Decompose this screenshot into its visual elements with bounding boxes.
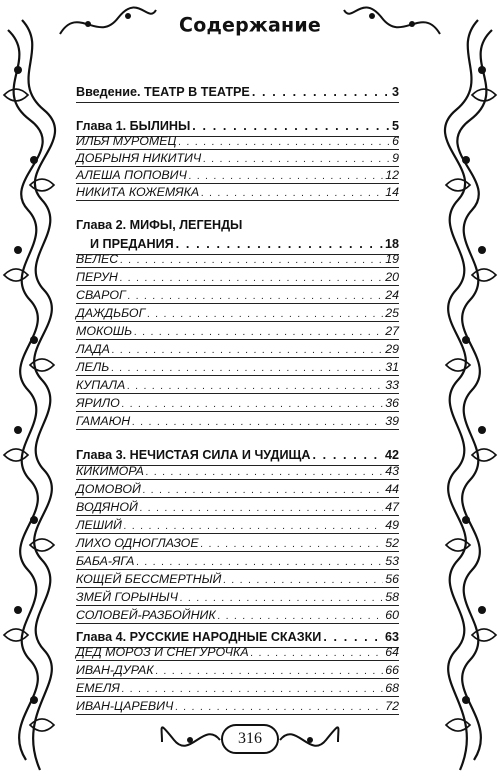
toc-item-page: 44: [385, 482, 399, 496]
toc-item-label: КОЩЕЙ БЕССМЕРТНЫЙ: [76, 572, 222, 586]
dot-leader: [140, 500, 383, 514]
toc-item[interactable]: [76, 663, 399, 679]
toc-item[interactable]: [76, 681, 399, 697]
toc-item-label: КИКИМОРА: [76, 464, 144, 478]
toc-item[interactable]: [76, 590, 399, 606]
dot-leader: [192, 117, 390, 135]
toc-item-label: ВОДЯНОЙ: [76, 500, 138, 514]
toc-item[interactable]: [76, 414, 399, 430]
toc-item-page: 52: [385, 536, 399, 550]
toc-chapter-label: Глава 1. БЫЛИНЫ: [76, 119, 191, 133]
dot-leader: [201, 185, 383, 199]
toc-item-page: 33: [385, 378, 399, 392]
toc-item[interactable]: [76, 288, 399, 304]
toc-item[interactable]: [76, 324, 399, 340]
toc-item-page: 58: [385, 590, 399, 604]
toc-item[interactable]: [76, 699, 399, 715]
toc-chapter-label: И ПРЕДАНИЯ: [90, 237, 174, 251]
toc-entry-page: 3: [391, 85, 399, 99]
dot-leader: [136, 554, 383, 568]
toc-item-page: 24: [385, 288, 399, 302]
toc-item-label: ДОБРЫНЯ НИКИТИЧ: [76, 151, 202, 165]
toc-item[interactable]: [76, 168, 399, 184]
toc-item-label: ЕМЕЛЯ: [76, 681, 120, 695]
toc-item-label: СВАРОГ: [76, 288, 126, 302]
toc-item[interactable]: [76, 554, 399, 570]
dot-leader: [112, 342, 383, 356]
toc-item-label: ЯРИЛО: [76, 396, 120, 410]
toc-item[interactable]: [76, 482, 399, 498]
toc-item[interactable]: [76, 645, 399, 661]
toc-entry-label: Введение. ТЕАТР В ТЕАТРЕ: [76, 85, 250, 99]
toc-item[interactable]: [76, 378, 399, 394]
dot-leader: [312, 446, 383, 464]
toc-item[interactable]: [76, 342, 399, 358]
toc-item-page: 56: [385, 572, 399, 586]
dot-leader: [175, 699, 383, 713]
toc-item-page: 12: [385, 168, 399, 182]
dot-leader: [176, 235, 383, 253]
toc-item-label: ПЕРУН: [76, 270, 118, 284]
toc-item-label: ВЕЛЕС: [76, 252, 119, 266]
dot-leader: [127, 378, 383, 392]
dot-leader: [218, 608, 383, 622]
dot-leader: [124, 518, 383, 532]
toc-item-label: КУПАЛА: [76, 378, 126, 392]
toc-item-page: 53: [385, 554, 399, 568]
toc-item-label: ДАЖДЬБОГ: [76, 306, 146, 320]
toc-item-page: 60: [385, 608, 399, 622]
dot-leader: [143, 482, 383, 496]
toc-item-page: 25: [385, 306, 399, 320]
dot-leader: [189, 168, 383, 182]
page-number: 316: [221, 724, 279, 754]
dot-leader: [323, 628, 383, 646]
toc-item[interactable]: [76, 518, 399, 534]
toc-item-page: 27: [385, 324, 399, 338]
toc-item-page: 6: [392, 134, 399, 148]
toc-item-label: ИВАН-ДУРАК: [76, 663, 154, 677]
dot-leader: [132, 414, 383, 428]
toc-chapter-label: Глава 3. НЕЧИСТАЯ СИЛА И ЧУДИЩА: [76, 448, 311, 462]
toc-item-page: 20: [385, 270, 399, 284]
right-vine-ornament-icon: [442, 0, 500, 781]
toc-item-page: 31: [385, 360, 399, 374]
toc-item[interactable]: [76, 252, 399, 268]
toc-item[interactable]: [76, 134, 399, 150]
toc-chapter-page: 63: [384, 630, 399, 644]
folio-left-flourish-icon: [160, 716, 222, 764]
toc-item-label: ЛАДА: [76, 342, 110, 356]
toc-item[interactable]: [76, 572, 399, 588]
toc-item-page: 47: [385, 500, 399, 514]
toc-item[interactable]: [76, 151, 399, 167]
toc-item-label: БАБА-ЯГА: [76, 554, 135, 568]
dot-leader: [146, 464, 383, 478]
dot-leader: [120, 252, 383, 266]
dot-leader: [122, 681, 383, 695]
dot-leader: [128, 288, 383, 302]
toc-item-label: СОЛОВЕЙ-РАЗБОЙНИК: [76, 608, 216, 622]
dot-leader: [252, 83, 390, 101]
toc-item-label: АЛЕША ПОПОВИЧ: [76, 168, 187, 182]
dot-leader: [201, 536, 384, 550]
toc-item[interactable]: [76, 270, 399, 286]
toc-item-label: МОКОШЬ: [76, 324, 133, 338]
dot-leader: [134, 324, 383, 338]
toc-item-label: ЛИХО ОДНОГЛАЗОЕ: [76, 536, 199, 550]
dot-leader: [120, 270, 383, 284]
dot-leader: [122, 396, 383, 410]
toc-item-label: ЗМЕЙ ГОРЫНЫЧ: [76, 590, 178, 604]
toc-item-label: ДОМОВОЙ: [76, 482, 141, 496]
toc-item-label: ИЛЬЯ МУРОМЕЦ: [76, 134, 177, 148]
dot-leader: [179, 134, 391, 148]
toc-item-label: ИВАН-ЦАРЕВИЧ: [76, 699, 174, 713]
toc-item[interactable]: [76, 536, 399, 552]
folio-right-flourish-icon: [278, 716, 340, 764]
toc-item-label: ЛЕШИЙ: [76, 518, 122, 532]
toc-item-page: 68: [385, 681, 399, 695]
toc-item-page: 29: [385, 342, 399, 356]
toc-item-label: НИКИТА КОЖЕМЯКА: [76, 185, 200, 199]
toc-item[interactable]: [76, 396, 399, 412]
toc-chapter-3[interactable]: [76, 446, 399, 466]
toc-chapter-page: 42: [384, 448, 399, 462]
right-ornamental-border: [442, 0, 500, 781]
dot-leader: [223, 572, 383, 586]
toc-item-page: 19: [385, 252, 399, 266]
toc-chapter-page: 18: [384, 237, 399, 251]
left-vine-ornament-icon: [0, 0, 58, 781]
toc-item[interactable]: [76, 360, 399, 376]
toc-item[interactable]: [76, 608, 399, 624]
toc-item[interactable]: [76, 464, 399, 480]
dot-leader: [111, 360, 383, 374]
toc-item-label: ЛЕЛЬ: [76, 360, 110, 374]
toc-item-label: ГАМАЮН: [76, 414, 131, 428]
toc-chapter-page: 5: [391, 119, 399, 133]
toc-item-page: 39: [385, 414, 399, 428]
toc-item-page: 14: [385, 185, 399, 199]
dot-leader: [180, 590, 383, 604]
dot-leader: [251, 645, 384, 659]
toc-chapter-2-heading-line1: Глава 2. МИФЫ, ЛЕГЕНДЫ: [76, 218, 243, 232]
toc-item-page: 36: [385, 396, 399, 410]
toc-item[interactable]: [76, 500, 399, 516]
toc-item-page: 72: [385, 699, 399, 713]
toc-entry-introduction[interactable]: [76, 83, 399, 103]
dot-leader: [156, 663, 384, 677]
toc-item-page: 49: [385, 518, 399, 532]
toc-item-page: 64: [385, 645, 399, 659]
page-title: Содержание: [179, 13, 321, 37]
toc-item-page: 9: [392, 151, 399, 165]
toc-item[interactable]: [76, 185, 399, 201]
toc-item-page: 43: [385, 464, 399, 478]
dot-leader: [203, 151, 390, 165]
toc-item[interactable]: [76, 306, 399, 322]
toc-chapter-label: Глава 4. РУССКИЕ НАРОДНЫЕ СКАЗКИ: [76, 630, 322, 644]
toc-item-label: ДЕД МОРОЗ И СНЕГУРОЧКА: [76, 645, 249, 659]
left-ornamental-border: [0, 0, 58, 781]
dot-leader: [147, 306, 383, 320]
toc-item-page: 66: [385, 663, 399, 677]
